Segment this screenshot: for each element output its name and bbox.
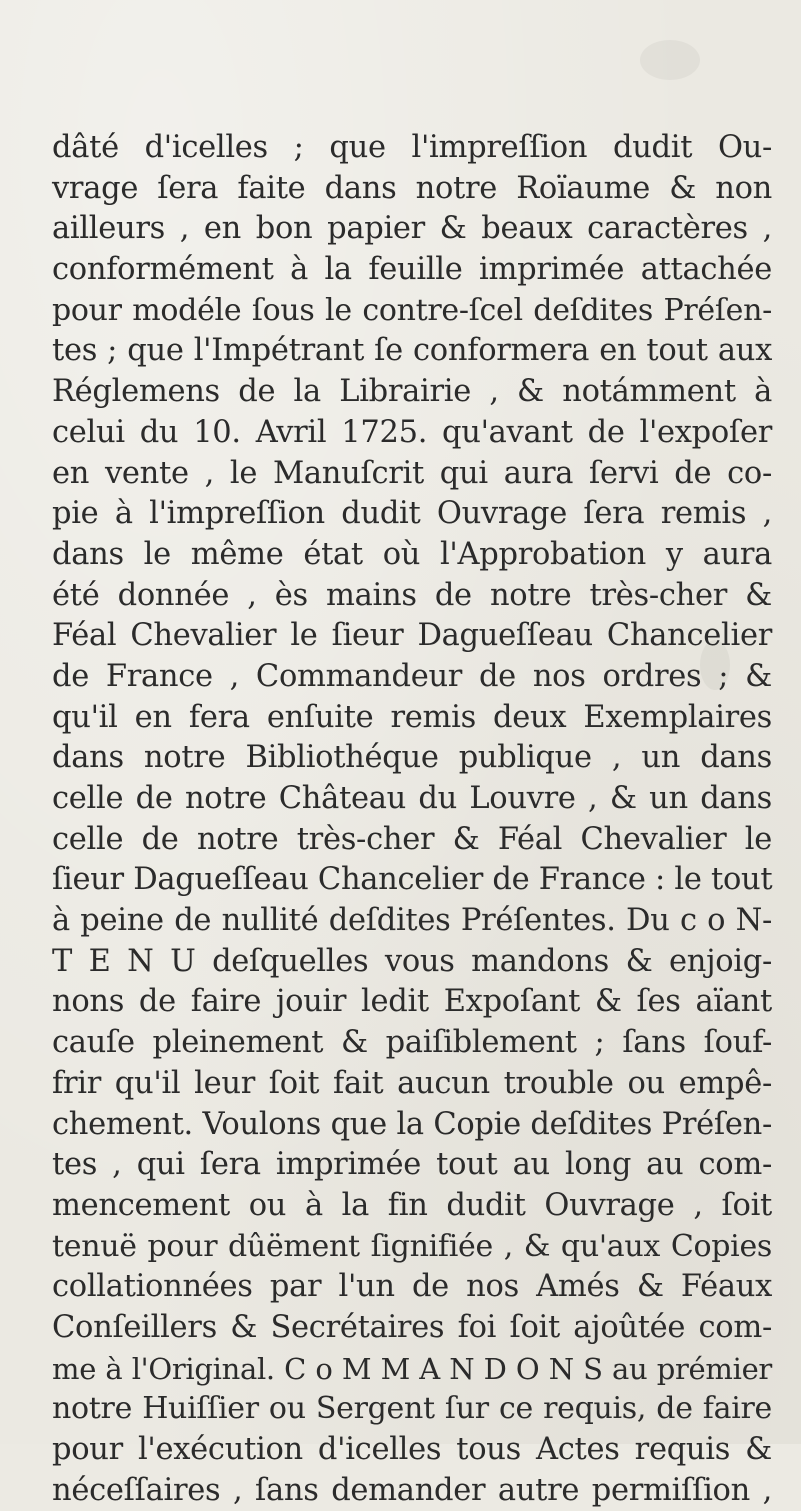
- text-line: conformément à la feuille imprimée attachée: [52, 252, 772, 288]
- text-line: pour modéle ſous le contre-ſcel deſdites Préſen-: [52, 292, 772, 328]
- text-line: été donnée , ès mains de notre très-cher &: [52, 577, 772, 613]
- text-body: [52, 128, 772, 1511]
- text-line: néceſſaires , ſans demander autre permiſſion ,: [52, 1472, 772, 1508]
- text-line: celle de notre très-cher & Féal Chevalier le: [52, 821, 772, 857]
- text-line: Féal Chevalier le ſieur Dagueſſeau Chancelier: [52, 618, 772, 654]
- text-line: celui du 10. Avril 1725. qu'avant de l'expoſer: [52, 414, 772, 450]
- text-line: T E N U deſquelles vous mandons & enjoig-: [52, 943, 772, 979]
- text-line: tes ; que l'Impétrant ſe conformera en tout aux: [52, 333, 772, 369]
- paper-stain: [640, 40, 700, 80]
- text-line: dâté d'icelles ; que l'impreſſion dudit Ou-: [52, 130, 772, 165]
- text-line: Conſeillers & Secrétaires foi ſoit ajoûtée com-: [52, 1309, 772, 1345]
- text-line: cauſe pleinement & paiſiblement ; ſans ſouf-: [52, 1025, 772, 1061]
- text-line: mencement ou à la fin dudit Ouvrage , ſoit: [52, 1187, 772, 1223]
- text-line: collationnées par l'un de nos Amés & Féaux: [52, 1269, 772, 1305]
- text-line: ailleurs , en bon papier & beaux caractères ,: [52, 211, 772, 247]
- text-line: pie à l'impreſſion dudit Ouvrage ſera remis ,: [52, 496, 772, 532]
- text-line: chement. Voulons que la Copie deſdites Préſen-: [52, 1106, 772, 1142]
- text-line: me à l'Original. C o M M A N D O N S au prémier: [52, 1351, 772, 1386]
- text-line: Réglemens de la Librairie , & notámment à: [52, 374, 772, 410]
- text-line: de France , Commandeur de nos ordres ; &: [52, 658, 772, 694]
- text-line: tes , qui ſera imprimée tout au long au com-: [52, 1147, 772, 1183]
- text-line: tenuë pour dûëment ſignifiée , & qu'aux Copies: [52, 1228, 772, 1264]
- text-line: pour l'exécution d'icelles tous Actes requis &: [52, 1432, 772, 1467]
- text-line: qu'il en fera enſuite remis deux Exemplaires: [52, 699, 772, 735]
- text-line: dans le même état où l'Approbation y aura: [52, 536, 772, 572]
- text-line: ſieur Dagueſſeau Chancelier de France : le tout: [52, 862, 773, 898]
- text-line: vrage ſera faite dans notre Roïaume & non: [52, 170, 772, 206]
- text-line: celle de notre Château du Louvre , & un dans: [52, 781, 772, 816]
- text-line: notre Huiſſier ou Sergent ſur ce requis, de faire: [52, 1391, 772, 1427]
- text-line: en vente , le Manuſcrit qui aura ſervi de co-: [52, 455, 772, 491]
- text-line: dans notre Bibliothéque publique , un dans: [52, 740, 772, 776]
- text-line: à peine de nullité deſdites Préſentes. Du c o N-: [52, 903, 772, 939]
- text-line: frir qu'il leur ſoit fait aucun trouble ou empê-: [52, 1065, 772, 1101]
- text-line: nons de faire jouir ledit Expoſant & ſes aïant: [52, 984, 772, 1020]
